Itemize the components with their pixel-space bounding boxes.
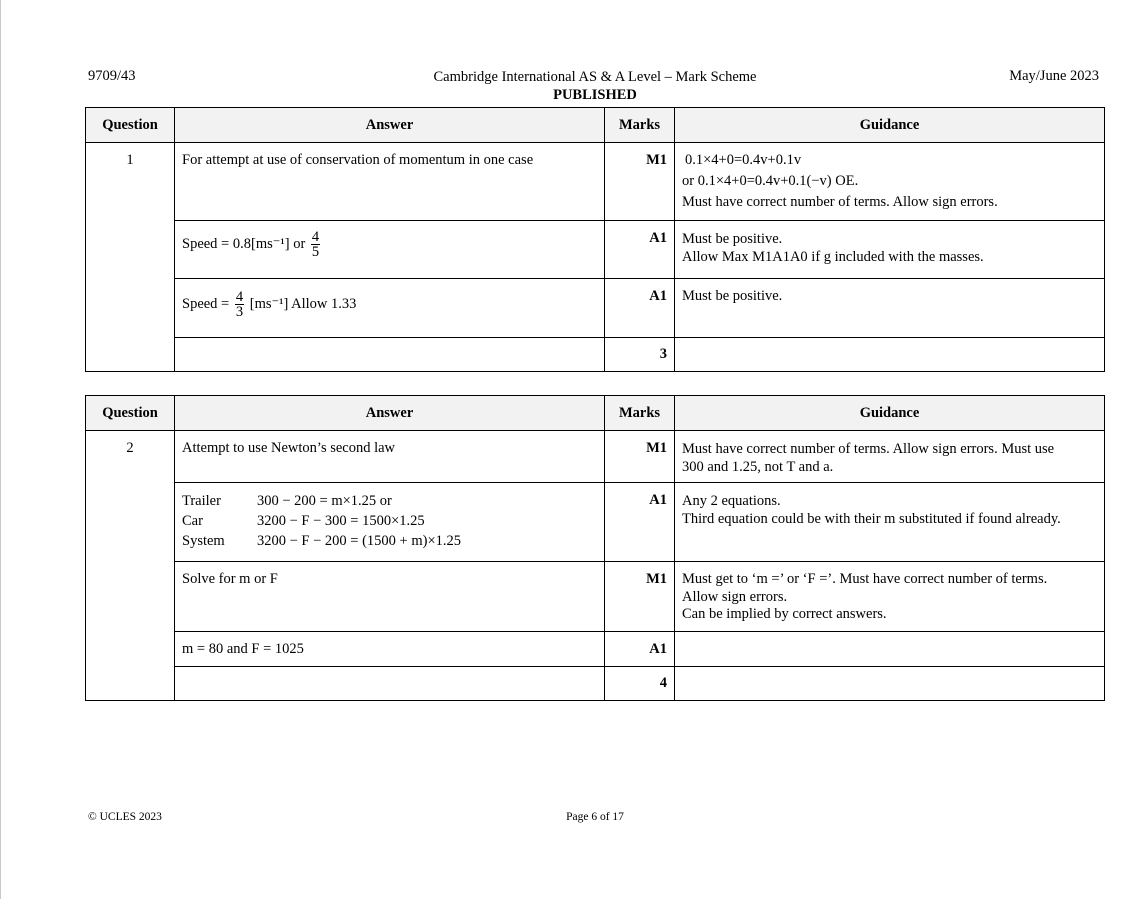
guidance-cell (675, 221, 1105, 279)
mark-cell: A1 (605, 632, 675, 667)
answer-cell (175, 221, 605, 279)
guidance-cell (675, 562, 1105, 632)
guidance-text: Must have correct number of terms. Allow sign errors. Must use (682, 441, 1055, 457)
col-header-question: Question (86, 108, 175, 143)
guidance-text: Allow Max M1A1A0 if g included with the masses. (682, 249, 984, 265)
table-row (86, 431, 1105, 483)
guidance-text: 300 and 1.25, not T and a. (682, 459, 834, 475)
guidance-text: Must get to ‘m =’ or ‘F =’. Must have correct number of terms. (682, 571, 1048, 587)
question-1-table (85, 107, 1105, 372)
col-header-guidance: Guidance (675, 108, 1105, 143)
guidance-cell (675, 338, 1105, 372)
answer-text: Speed = (182, 295, 230, 312)
guidance-text: Must be positive. (682, 231, 783, 247)
fraction-denominator: 5 (311, 244, 320, 260)
answer-text: [ms⁻¹] Allow 1.33 (249, 295, 357, 312)
table-row (86, 483, 1105, 562)
equation: 3200 − F − 200 = (1500 + m)×1.25 (257, 533, 462, 549)
guidance-cell: Must be positive. (675, 279, 1105, 338)
col-header-answer: Answer (175, 396, 605, 431)
table-row (86, 143, 1105, 221)
mark-cell: M1 (605, 562, 675, 632)
mark-cell: M1 (605, 143, 675, 221)
table-row (86, 667, 1105, 701)
guidance-cell (675, 431, 1105, 483)
answer-cell (175, 483, 605, 562)
answer-cell (175, 338, 605, 372)
mark-cell: A1 (605, 483, 675, 562)
question-number: 2 (86, 431, 175, 701)
guidance-equation: 0.1×4+0=0.4v+0.1(−v) (697, 173, 832, 189)
fraction-denominator: 3 (235, 304, 244, 320)
document-title (380, 68, 810, 104)
total-marks: 3 (605, 338, 675, 372)
col-header-guidance: Guidance (675, 396, 1105, 431)
guidance-text: Third equation could be with their m substituted if found already. (682, 511, 1061, 527)
answer-cell (175, 279, 605, 338)
mark-cell: M1 (605, 431, 675, 483)
equation-list (182, 492, 597, 551)
answer-cell: Solve for m or F (175, 562, 605, 632)
guidance-text: Any 2 equations. (682, 493, 781, 509)
answer-cell: For attempt at use of conservation of momentum in one case (175, 143, 605, 221)
answer-cell (175, 667, 605, 701)
table-row (86, 279, 1105, 338)
answer-text: Speed = 0.8[ms⁻¹] or (182, 235, 306, 252)
col-header-question: Question (86, 396, 175, 431)
guidance-cell (675, 667, 1105, 701)
paper-code: 9709/43 (88, 68, 136, 84)
table-row (86, 562, 1105, 632)
guidance-oe: OE. (835, 173, 859, 189)
col-header-answer: Answer (175, 108, 605, 143)
equation-label: System (182, 533, 225, 549)
guidance-equation: 0.1×4+0=0.4v+0.1v (685, 152, 802, 168)
guidance-text: Can be implied by correct answers. (682, 606, 887, 622)
equation: 300 − 200 = m×1.25 or (257, 493, 392, 509)
guidance-or: or (682, 173, 695, 189)
fraction-numerator: 4 (235, 289, 244, 305)
guidance-cell (675, 143, 1105, 221)
answer-fraction (235, 290, 244, 319)
question-2-table (85, 395, 1105, 701)
answer-fraction (311, 230, 320, 259)
col-header-marks: Marks (605, 108, 675, 143)
mark-cell: A1 (605, 279, 675, 338)
col-header-marks: Marks (605, 396, 675, 431)
mark-cell: A1 (605, 221, 675, 279)
answer-cell: m = 80 and F = 1025 (175, 632, 605, 667)
total-marks: 4 (605, 667, 675, 701)
guidance-text: Must have correct number of terms. Allow sign errors. (682, 194, 998, 210)
exam-session: May/June 2023 (1009, 68, 1099, 84)
question-number: 1 (86, 143, 175, 372)
guidance-cell (675, 483, 1105, 562)
table-row (86, 338, 1105, 372)
equation-label: Trailer (182, 493, 221, 509)
table-row (86, 632, 1105, 667)
copyright: © UCLES 2023 (88, 811, 162, 823)
published-label: PUBLISHED (553, 87, 637, 103)
answer-cell: Attempt to use Newton’s second law (175, 431, 605, 483)
fraction-numerator: 4 (311, 229, 320, 245)
equation-label: Car (182, 513, 203, 529)
guidance-cell (675, 632, 1105, 667)
title-text: Cambridge International AS & A Level – Mark Scheme (433, 69, 757, 85)
page-number: Page 6 of 17 (566, 811, 624, 823)
table-row (86, 221, 1105, 279)
equation: 3200 − F − 300 = 1500×1.25 (257, 513, 425, 529)
guidance-text: Allow sign errors. (682, 588, 788, 605)
guidance-equation-alt (682, 171, 1097, 192)
page-edge (0, 0, 1, 899)
